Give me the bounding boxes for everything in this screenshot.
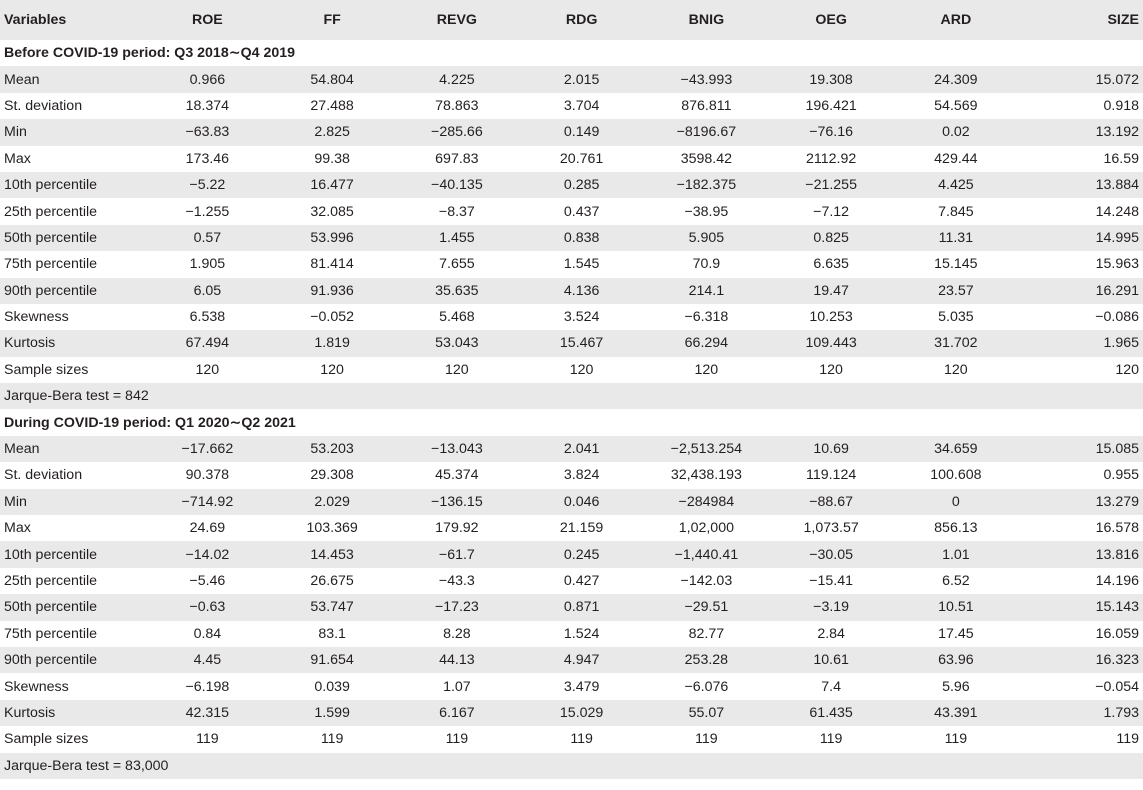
value-cell: 14.248 bbox=[1018, 198, 1143, 224]
value-cell: 697.83 bbox=[395, 146, 520, 172]
value-cell: 1,073.57 bbox=[769, 515, 894, 541]
row-label: Min bbox=[0, 119, 145, 145]
value-cell: 14.453 bbox=[270, 541, 395, 567]
value-cell: 3.524 bbox=[519, 304, 644, 330]
value-cell: −0.086 bbox=[1018, 304, 1143, 330]
value-cell: 2.029 bbox=[270, 489, 395, 515]
row-label: 90th percentile bbox=[0, 278, 145, 304]
value-cell: 10.51 bbox=[894, 594, 1019, 620]
value-cell: 0 bbox=[894, 489, 1019, 515]
value-cell: 23.57 bbox=[894, 278, 1019, 304]
value-cell: 16.477 bbox=[270, 172, 395, 198]
row-label: Skewness bbox=[0, 304, 145, 330]
value-cell: 42.315 bbox=[145, 700, 270, 726]
value-cell: 13.816 bbox=[1018, 541, 1143, 567]
value-cell: 7.655 bbox=[395, 251, 520, 277]
header-roe: ROE bbox=[145, 0, 270, 40]
value-cell: 19.47 bbox=[769, 278, 894, 304]
value-cell: 0.84 bbox=[145, 621, 270, 647]
section-title: During COVID-19 period: Q1 2020∼Q2 2021 bbox=[0, 409, 1143, 435]
value-cell: 1.965 bbox=[1018, 330, 1143, 356]
jarque-bera-note: Jarque-Bera test = 842 bbox=[0, 383, 1143, 409]
value-cell: −285.66 bbox=[395, 119, 520, 145]
value-cell: 3.824 bbox=[519, 462, 644, 488]
value-cell: −8196.67 bbox=[644, 119, 769, 145]
value-cell: −142.03 bbox=[644, 568, 769, 594]
table-row bbox=[0, 647, 1143, 673]
value-cell: 0.825 bbox=[769, 225, 894, 251]
header-ard: ARD bbox=[894, 0, 1019, 40]
value-cell: −136.15 bbox=[395, 489, 520, 515]
value-cell: 1.07 bbox=[395, 673, 520, 699]
value-cell: 7.845 bbox=[894, 198, 1019, 224]
value-cell: −6.318 bbox=[644, 304, 769, 330]
table-row bbox=[0, 621, 1143, 647]
value-cell: −15.41 bbox=[769, 568, 894, 594]
section-header-row bbox=[0, 409, 1143, 435]
value-cell: 119 bbox=[644, 726, 769, 752]
value-cell: 15.145 bbox=[894, 251, 1019, 277]
value-cell: 45.374 bbox=[395, 462, 520, 488]
value-cell: 3598.42 bbox=[644, 146, 769, 172]
table-row bbox=[0, 489, 1143, 515]
value-cell: 99.38 bbox=[270, 146, 395, 172]
header-revg: REVG bbox=[395, 0, 520, 40]
value-cell: 1.819 bbox=[270, 330, 395, 356]
value-cell: 16.323 bbox=[1018, 647, 1143, 673]
value-cell: 4.947 bbox=[519, 647, 644, 673]
value-cell: 3.479 bbox=[519, 673, 644, 699]
value-cell: 5.035 bbox=[894, 304, 1019, 330]
value-cell: 66.294 bbox=[644, 330, 769, 356]
value-cell: 120 bbox=[145, 357, 270, 383]
value-cell: 63.96 bbox=[894, 647, 1019, 673]
header-variables: Variables bbox=[0, 0, 145, 40]
header-oeg: OEG bbox=[769, 0, 894, 40]
value-cell: 6.538 bbox=[145, 304, 270, 330]
row-label: 25th percentile bbox=[0, 198, 145, 224]
value-cell: −1,440.41 bbox=[644, 541, 769, 567]
header-row bbox=[0, 0, 1143, 40]
value-cell: 19.308 bbox=[769, 66, 894, 92]
value-cell: 32,438.193 bbox=[644, 462, 769, 488]
table-row bbox=[0, 172, 1143, 198]
value-cell: 856.13 bbox=[894, 515, 1019, 541]
header-bnig: BNIG bbox=[644, 0, 769, 40]
value-cell: 13.884 bbox=[1018, 172, 1143, 198]
value-cell: 20.761 bbox=[519, 146, 644, 172]
table-row bbox=[0, 357, 1143, 383]
value-cell: 78.863 bbox=[395, 93, 520, 119]
value-cell: −0.63 bbox=[145, 594, 270, 620]
value-cell: 14.995 bbox=[1018, 225, 1143, 251]
table-row bbox=[0, 251, 1143, 277]
value-cell: 27.488 bbox=[270, 93, 395, 119]
value-cell: −284984 bbox=[644, 489, 769, 515]
value-cell: 53.996 bbox=[270, 225, 395, 251]
value-cell: 0.57 bbox=[145, 225, 270, 251]
row-label: 75th percentile bbox=[0, 621, 145, 647]
value-cell: 10.69 bbox=[769, 436, 894, 462]
value-cell: −3.19 bbox=[769, 594, 894, 620]
value-cell: 4.136 bbox=[519, 278, 644, 304]
value-cell: 6.05 bbox=[145, 278, 270, 304]
value-cell: 31.702 bbox=[894, 330, 1019, 356]
row-label: 50th percentile bbox=[0, 225, 145, 251]
row-label: Skewness bbox=[0, 673, 145, 699]
value-cell: 6.167 bbox=[395, 700, 520, 726]
row-label: Max bbox=[0, 515, 145, 541]
value-cell: 0.871 bbox=[519, 594, 644, 620]
table-row bbox=[0, 146, 1143, 172]
value-cell: 109.443 bbox=[769, 330, 894, 356]
value-cell: 876.811 bbox=[644, 93, 769, 119]
value-cell: 26.675 bbox=[270, 568, 395, 594]
value-cell: 13.279 bbox=[1018, 489, 1143, 515]
value-cell: 2.041 bbox=[519, 436, 644, 462]
row-label: Min bbox=[0, 489, 145, 515]
value-cell: 0.245 bbox=[519, 541, 644, 567]
value-cell: 120 bbox=[519, 357, 644, 383]
value-cell: 10.61 bbox=[769, 647, 894, 673]
value-cell: 120 bbox=[894, 357, 1019, 383]
row-label: Mean bbox=[0, 436, 145, 462]
value-cell: 11.31 bbox=[894, 225, 1019, 251]
row-label: St. deviation bbox=[0, 93, 145, 119]
value-cell: 14.196 bbox=[1018, 568, 1143, 594]
value-cell: 1.599 bbox=[270, 700, 395, 726]
value-cell: −1.255 bbox=[145, 198, 270, 224]
value-cell: 0.427 bbox=[519, 568, 644, 594]
value-cell: 0.149 bbox=[519, 119, 644, 145]
value-cell: 119 bbox=[769, 726, 894, 752]
row-label: Kurtosis bbox=[0, 700, 145, 726]
value-cell: 2.015 bbox=[519, 66, 644, 92]
value-cell: −6.198 bbox=[145, 673, 270, 699]
value-cell: −8.37 bbox=[395, 198, 520, 224]
value-cell: 32.085 bbox=[270, 198, 395, 224]
value-cell: 119 bbox=[270, 726, 395, 752]
table-row bbox=[0, 436, 1143, 462]
value-cell: 16.578 bbox=[1018, 515, 1143, 541]
value-cell: 15.963 bbox=[1018, 251, 1143, 277]
value-cell: −13.043 bbox=[395, 436, 520, 462]
row-label: 90th percentile bbox=[0, 647, 145, 673]
value-cell: 67.494 bbox=[145, 330, 270, 356]
value-cell: −63.83 bbox=[145, 119, 270, 145]
value-cell: −5.46 bbox=[145, 568, 270, 594]
row-label: 10th percentile bbox=[0, 541, 145, 567]
value-cell: 120 bbox=[270, 357, 395, 383]
value-cell: −2,513.254 bbox=[644, 436, 769, 462]
row-label: Sample sizes bbox=[0, 357, 145, 383]
table-row bbox=[0, 330, 1143, 356]
value-cell: 179.92 bbox=[395, 515, 520, 541]
value-cell: 2112.92 bbox=[769, 146, 894, 172]
value-cell: 70.9 bbox=[644, 251, 769, 277]
value-cell: 18.374 bbox=[145, 93, 270, 119]
value-cell: 8.28 bbox=[395, 621, 520, 647]
value-cell: 0.437 bbox=[519, 198, 644, 224]
value-cell: 3.704 bbox=[519, 93, 644, 119]
row-label: 25th percentile bbox=[0, 568, 145, 594]
table-row bbox=[0, 278, 1143, 304]
table-row bbox=[0, 568, 1143, 594]
value-cell: −88.67 bbox=[769, 489, 894, 515]
value-cell: 5.905 bbox=[644, 225, 769, 251]
table-row bbox=[0, 93, 1143, 119]
table-row bbox=[0, 541, 1143, 567]
value-cell: 0.966 bbox=[145, 66, 270, 92]
value-cell: 10.253 bbox=[769, 304, 894, 330]
value-cell: 0.838 bbox=[519, 225, 644, 251]
value-cell: −76.16 bbox=[769, 119, 894, 145]
table-row bbox=[0, 198, 1143, 224]
value-cell: 119 bbox=[1018, 726, 1143, 752]
table-row bbox=[0, 726, 1143, 752]
row-label: Kurtosis bbox=[0, 330, 145, 356]
value-cell: 1.524 bbox=[519, 621, 644, 647]
table-row bbox=[0, 700, 1143, 726]
value-cell: 15.072 bbox=[1018, 66, 1143, 92]
value-cell: 1.01 bbox=[894, 541, 1019, 567]
value-cell: 120 bbox=[644, 357, 769, 383]
value-cell: 82.77 bbox=[644, 621, 769, 647]
row-label: Max bbox=[0, 146, 145, 172]
value-cell: 103.369 bbox=[270, 515, 395, 541]
row-label: Sample sizes bbox=[0, 726, 145, 752]
value-cell: 15.143 bbox=[1018, 594, 1143, 620]
value-cell: −14.02 bbox=[145, 541, 270, 567]
value-cell: 4.45 bbox=[145, 647, 270, 673]
value-cell: 5.468 bbox=[395, 304, 520, 330]
value-cell: −40.135 bbox=[395, 172, 520, 198]
value-cell: 196.421 bbox=[769, 93, 894, 119]
value-cell: 0.046 bbox=[519, 489, 644, 515]
value-cell: −30.05 bbox=[769, 541, 894, 567]
value-cell: 53.203 bbox=[270, 436, 395, 462]
row-label: 50th percentile bbox=[0, 594, 145, 620]
table-row bbox=[0, 66, 1143, 92]
value-cell: 44.13 bbox=[395, 647, 520, 673]
value-cell: 253.28 bbox=[644, 647, 769, 673]
value-cell: 15.085 bbox=[1018, 436, 1143, 462]
header-rdg: RDG bbox=[519, 0, 644, 40]
jarque-bera-note: Jarque-Bera test = 83,000 bbox=[0, 753, 1143, 779]
value-cell: 55.07 bbox=[644, 700, 769, 726]
value-cell: −0.054 bbox=[1018, 673, 1143, 699]
value-cell: 15.029 bbox=[519, 700, 644, 726]
value-cell: 2.84 bbox=[769, 621, 894, 647]
value-cell: 0.918 bbox=[1018, 93, 1143, 119]
value-cell: 1.793 bbox=[1018, 700, 1143, 726]
value-cell: 120 bbox=[769, 357, 894, 383]
table-row bbox=[0, 304, 1143, 330]
value-cell: −17.662 bbox=[145, 436, 270, 462]
value-cell: −5.22 bbox=[145, 172, 270, 198]
table-row bbox=[0, 462, 1143, 488]
value-cell: 53.747 bbox=[270, 594, 395, 620]
value-cell: 100.608 bbox=[894, 462, 1019, 488]
value-cell: 119.124 bbox=[769, 462, 894, 488]
note-row bbox=[0, 383, 1143, 409]
row-label: 10th percentile bbox=[0, 172, 145, 198]
value-cell: 61.435 bbox=[769, 700, 894, 726]
value-cell: 17.45 bbox=[894, 621, 1019, 647]
section-title: Before COVID-19 period: Q3 2018∼Q4 2019 bbox=[0, 40, 1143, 66]
value-cell: 83.1 bbox=[270, 621, 395, 647]
value-cell: 120 bbox=[1018, 357, 1143, 383]
value-cell: 120 bbox=[395, 357, 520, 383]
value-cell: 1.545 bbox=[519, 251, 644, 277]
value-cell: −38.95 bbox=[644, 198, 769, 224]
value-cell: −43.3 bbox=[395, 568, 520, 594]
section-header-row bbox=[0, 40, 1143, 66]
value-cell: 4.425 bbox=[894, 172, 1019, 198]
value-cell: 119 bbox=[145, 726, 270, 752]
value-cell: 16.59 bbox=[1018, 146, 1143, 172]
value-cell: 34.659 bbox=[894, 436, 1019, 462]
value-cell: 7.4 bbox=[769, 673, 894, 699]
note-row bbox=[0, 753, 1143, 779]
value-cell: 6.52 bbox=[894, 568, 1019, 594]
value-cell: 21.159 bbox=[519, 515, 644, 541]
value-cell: 119 bbox=[894, 726, 1019, 752]
value-cell: 0.02 bbox=[894, 119, 1019, 145]
value-cell: 0.039 bbox=[270, 673, 395, 699]
table-row bbox=[0, 515, 1143, 541]
value-cell: 91.654 bbox=[270, 647, 395, 673]
value-cell: 1.905 bbox=[145, 251, 270, 277]
header-size: SIZE bbox=[1018, 0, 1143, 40]
value-cell: 90.378 bbox=[145, 462, 270, 488]
value-cell: −43.993 bbox=[644, 66, 769, 92]
value-cell: −0.052 bbox=[270, 304, 395, 330]
row-label: St. deviation bbox=[0, 462, 145, 488]
value-cell: −17.23 bbox=[395, 594, 520, 620]
value-cell: 43.391 bbox=[894, 700, 1019, 726]
table-row bbox=[0, 119, 1143, 145]
value-cell: 214.1 bbox=[644, 278, 769, 304]
value-cell: 2.825 bbox=[270, 119, 395, 145]
value-cell: 173.46 bbox=[145, 146, 270, 172]
value-cell: 4.225 bbox=[395, 66, 520, 92]
value-cell: 54.569 bbox=[894, 93, 1019, 119]
value-cell: −714.92 bbox=[145, 489, 270, 515]
value-cell: 6.635 bbox=[769, 251, 894, 277]
value-cell: 0.955 bbox=[1018, 462, 1143, 488]
value-cell: 24.69 bbox=[145, 515, 270, 541]
value-cell: 119 bbox=[519, 726, 644, 752]
header-ff: FF bbox=[270, 0, 395, 40]
value-cell: 29.308 bbox=[270, 462, 395, 488]
value-cell: 16.059 bbox=[1018, 621, 1143, 647]
value-cell: −7.12 bbox=[769, 198, 894, 224]
value-cell: 35.635 bbox=[395, 278, 520, 304]
value-cell: 53.043 bbox=[395, 330, 520, 356]
value-cell: −29.51 bbox=[644, 594, 769, 620]
value-cell: 429.44 bbox=[894, 146, 1019, 172]
table-row bbox=[0, 594, 1143, 620]
value-cell: −61.7 bbox=[395, 541, 520, 567]
row-label: Mean bbox=[0, 66, 145, 92]
value-cell: 16.291 bbox=[1018, 278, 1143, 304]
value-cell: 1,02,000 bbox=[644, 515, 769, 541]
value-cell: −21.255 bbox=[769, 172, 894, 198]
value-cell: −182.375 bbox=[644, 172, 769, 198]
value-cell: 54.804 bbox=[270, 66, 395, 92]
value-cell: 0.285 bbox=[519, 172, 644, 198]
value-cell: 24.309 bbox=[894, 66, 1019, 92]
table-row bbox=[0, 673, 1143, 699]
value-cell: 15.467 bbox=[519, 330, 644, 356]
value-cell: 81.414 bbox=[270, 251, 395, 277]
value-cell: 1.455 bbox=[395, 225, 520, 251]
value-cell: 5.96 bbox=[894, 673, 1019, 699]
value-cell: 91.936 bbox=[270, 278, 395, 304]
table-row bbox=[0, 225, 1143, 251]
row-label: 75th percentile bbox=[0, 251, 145, 277]
value-cell: 119 bbox=[395, 726, 520, 752]
value-cell: 13.192 bbox=[1018, 119, 1143, 145]
value-cell: −6.076 bbox=[644, 673, 769, 699]
